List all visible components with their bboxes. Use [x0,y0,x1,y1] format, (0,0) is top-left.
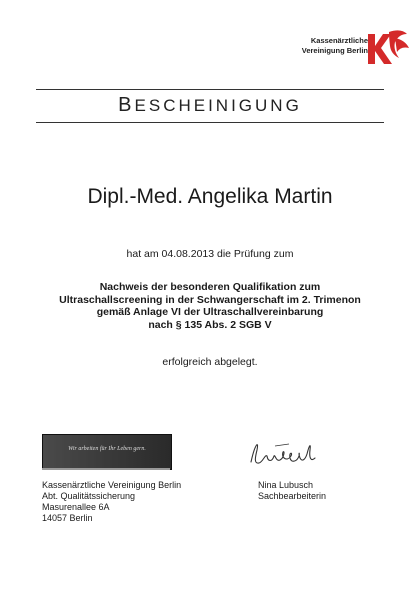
address-line: Masurenallee 6A [42,502,110,512]
recipient-name: Dipl.-Med. Angelika Martin [87,185,333,208]
certificate-title [0,94,420,117]
address-line: 14057 Berlin [42,513,93,523]
exam-statement: hat am 04.08.2013 die Prüfung zum [126,248,294,260]
bottom-rule [36,122,384,123]
qualification-line: nach § 135 Abs. 2 SGB V [148,318,272,331]
signer-name: Nina Lubusch [258,480,314,490]
signer-block [258,480,326,502]
qualification-line: Nachweis der besonderen Qualifikation zum [99,281,321,293]
slogan-banner [42,434,172,470]
exam-result: erfolgreich abgelegt. [162,356,258,368]
org-name [302,36,368,56]
org-name-line2: Vereinigung Berlin [301,46,368,55]
qualification-line: Ultraschallscreening in der Schwangerschaft im 2. Trimenon [59,293,361,306]
qualification-block [0,281,420,331]
sender-address [42,480,181,524]
slogan-underline [42,468,170,470]
signer-role: Sachbearbeiterin [258,491,327,501]
title-initial: B [118,94,135,116]
title-rest: ESCHEINIGUNG [134,96,302,115]
address-line: Abt. Qualitätssicherung [42,491,136,501]
handwritten-signature [245,436,325,470]
kv-logo-icon [365,26,411,72]
slogan-text: Wir arbeiten für Ihr Leben gern. [68,446,146,452]
qualification-line: gemäß Anlage VI der Ultraschallvereinbarung [96,306,324,318]
address-line: Kassenärztliche Vereinigung Berlin [42,480,182,490]
top-rule [36,89,384,90]
org-name-line1: Kassenärztliche [310,36,368,45]
